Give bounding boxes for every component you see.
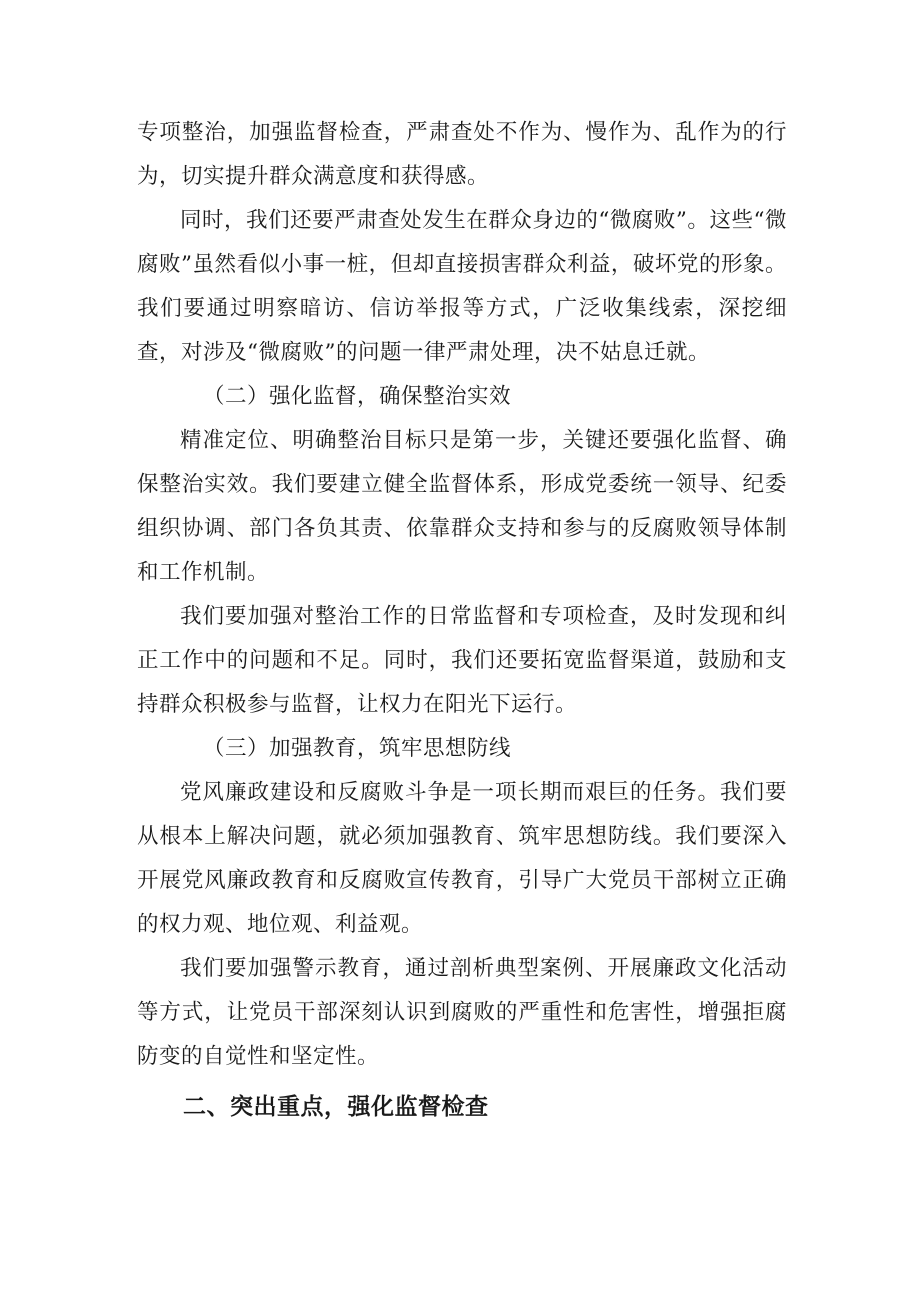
section-heading-two: 二、突出重点，强化监督检查	[183, 1094, 489, 1120]
paragraph-warning-education: 我们要加强警示教育，通过剖析典型案例、开展廉政文化活动等方式，让党员干部深刻认识到腐败的严重性和危害性，增强拒腐防变的自觉性和坚定性。	[137, 956, 787, 1069]
paragraph-micro-corruption: 同时，我们还要严肃查处发生在群众身边的“微腐败”。这些“微腐败”虽然看似小事一桩，但却直接损害群众利益，破坏党的形象。我们要通过明察暗访、信访举报等方式，广泛收集线索，深挖细查，对涉及“微腐败”的问题一律严肃处理，决不姑息迁就。	[137, 208, 787, 365]
paragraph-continuation: 专项整治，加强监督检查，严肃查处不作为、慢作为、乱作为的行为，切实提升群众满意度和获得感。	[137, 120, 787, 189]
paragraph-anti-corruption-education: 党风廉政建设和反腐败斗争是一项长期而艰巨的任务。我们要从根本上解决问题，就必须加强教育、筑牢思想防线。我们要深入开展党风廉政教育和反腐败宣传教育，引导广大党员干部树立正确的权力观、地位观、利益观。	[137, 780, 787, 937]
document-body	[137, 111, 787, 1131]
subheading-strengthen-education: （三）加强教育，筑牢思想防线	[203, 736, 512, 761]
paragraph-daily-supervision: 我们要加强对整治工作的日常监督和专项检查，及时发现和纠正工作中的问题和不足。同时，我们还要拓宽监督渠道，鼓励和支持群众积极参与监督，让权力在阳光下运行。	[137, 604, 787, 717]
paragraph-supervision-system: 精准定位、明确整治目标只是第一步，关键还要强化监督、确保整治实效。我们要建立健全监督体系，形成党委统一领导、纪委组织协调、部门各负其责、依靠群众支持和参与的反腐败领导体制和工作机制。	[137, 428, 787, 585]
subheading-strengthen-supervision: （二）强化监督，确保整治实效	[203, 384, 512, 409]
